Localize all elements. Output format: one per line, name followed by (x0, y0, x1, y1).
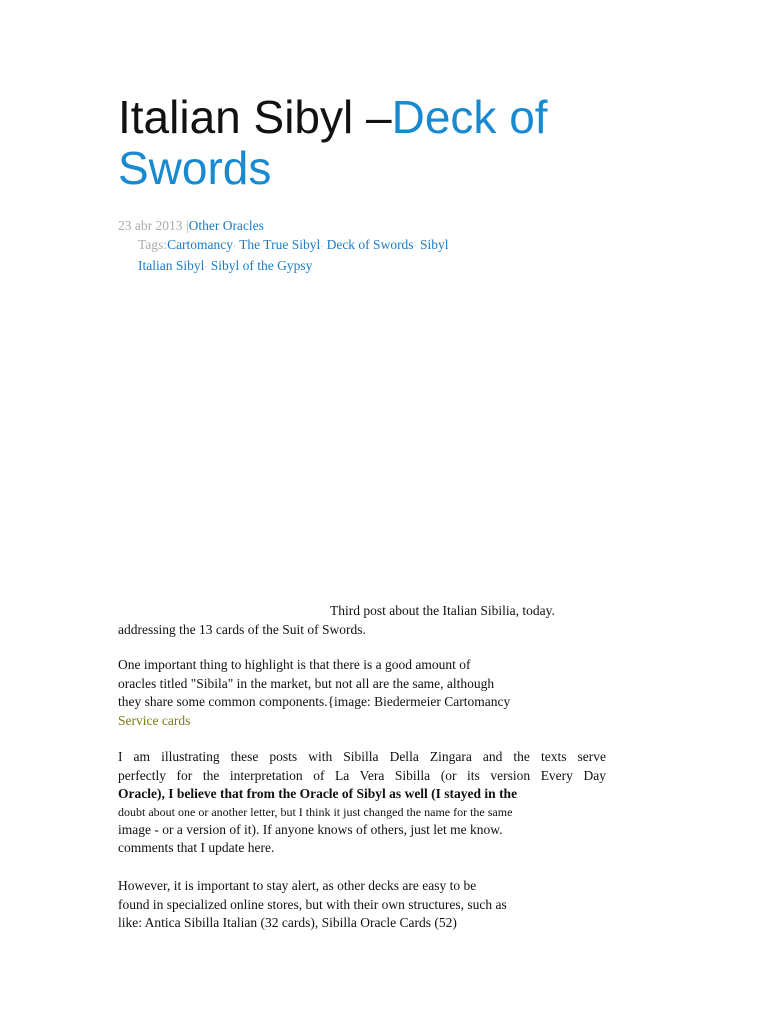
text-line: However, it is important to stay alert, as other decks are easy to be (118, 878, 477, 893)
page-title (118, 92, 678, 194)
tag-separator: · (413, 241, 417, 251)
text-line: I am illustrating these posts with Sibilla Della Zingara and the texts serve (118, 749, 606, 764)
text-line: oracles titled "Sibila" in the market, but not all are the same, although (118, 675, 495, 691)
tags-line-continued (118, 256, 598, 277)
text-line: perfectly for the interpretation of La Vera Sibilla (or its version Every Day (118, 767, 606, 783)
article-paragraph-1 (118, 602, 606, 639)
text-line: they share some common components.{image: Biedermeier Cartomancy (118, 694, 511, 709)
title-link-continued[interactable]: Swords (118, 142, 272, 194)
tag-link-sibyl-of-the-gypsy[interactable]: Sibyl of the Gypsy (210, 258, 313, 273)
meta-divider: | (182, 218, 189, 233)
text-line: One important thing to highlight is that there is a good amount of (118, 657, 471, 672)
tag-link-cartomancy[interactable]: Cartomancy (167, 237, 234, 252)
title-link[interactable]: Deck of (391, 91, 548, 143)
tag-separator: · (320, 241, 324, 251)
post-meta (118, 216, 598, 277)
post-date: 23 abr 2013 (118, 218, 183, 233)
image-caption-link[interactable]: Service cards (118, 712, 191, 728)
tag-link-sibyl[interactable]: Sibyl (419, 237, 449, 252)
article-paragraph-2 (118, 656, 606, 730)
text-line: comments that I update here. (118, 840, 275, 855)
text-line: found in specialized online stores, but with their own structures, such as (118, 896, 507, 912)
text-line: Third post about the Italian Sibilia, today. (330, 603, 555, 618)
article-paragraph-4 (118, 877, 606, 933)
bold-text-line: Oracle), I believe that from the Oracle of Sibyl as well (I stayed in the (118, 786, 518, 801)
category-link[interactable]: Other Oracles (188, 218, 264, 233)
tags-label: Tags: (138, 237, 168, 252)
tag-link-deck-of-swords[interactable]: Deck of Swords (326, 237, 414, 252)
tag-link-the-true-sibyl[interactable]: The True Sibyl (239, 237, 321, 252)
tag-link-italian-sibyl[interactable]: Italian Sibyl (138, 258, 205, 273)
text-line: addressing the 13 cards of the Suit of Swords. (118, 621, 366, 637)
text-line: like: Antica Sibilla Italian (32 cards), Sibilla Oracle Cards (52) (118, 915, 457, 930)
post-meta-line (118, 216, 598, 235)
tag-separator: · (204, 262, 208, 272)
article-paragraph-3 (118, 748, 606, 858)
title-text: Italian Sibyl – (118, 91, 392, 143)
text-line: image - or a version of it). If anyone knows of others, just let me know. (118, 821, 503, 837)
tag-separator: · (233, 241, 237, 251)
tags-line (118, 235, 598, 256)
small-text-line: doubt about one or another letter, but I think it just changed the name for the same (118, 804, 513, 819)
